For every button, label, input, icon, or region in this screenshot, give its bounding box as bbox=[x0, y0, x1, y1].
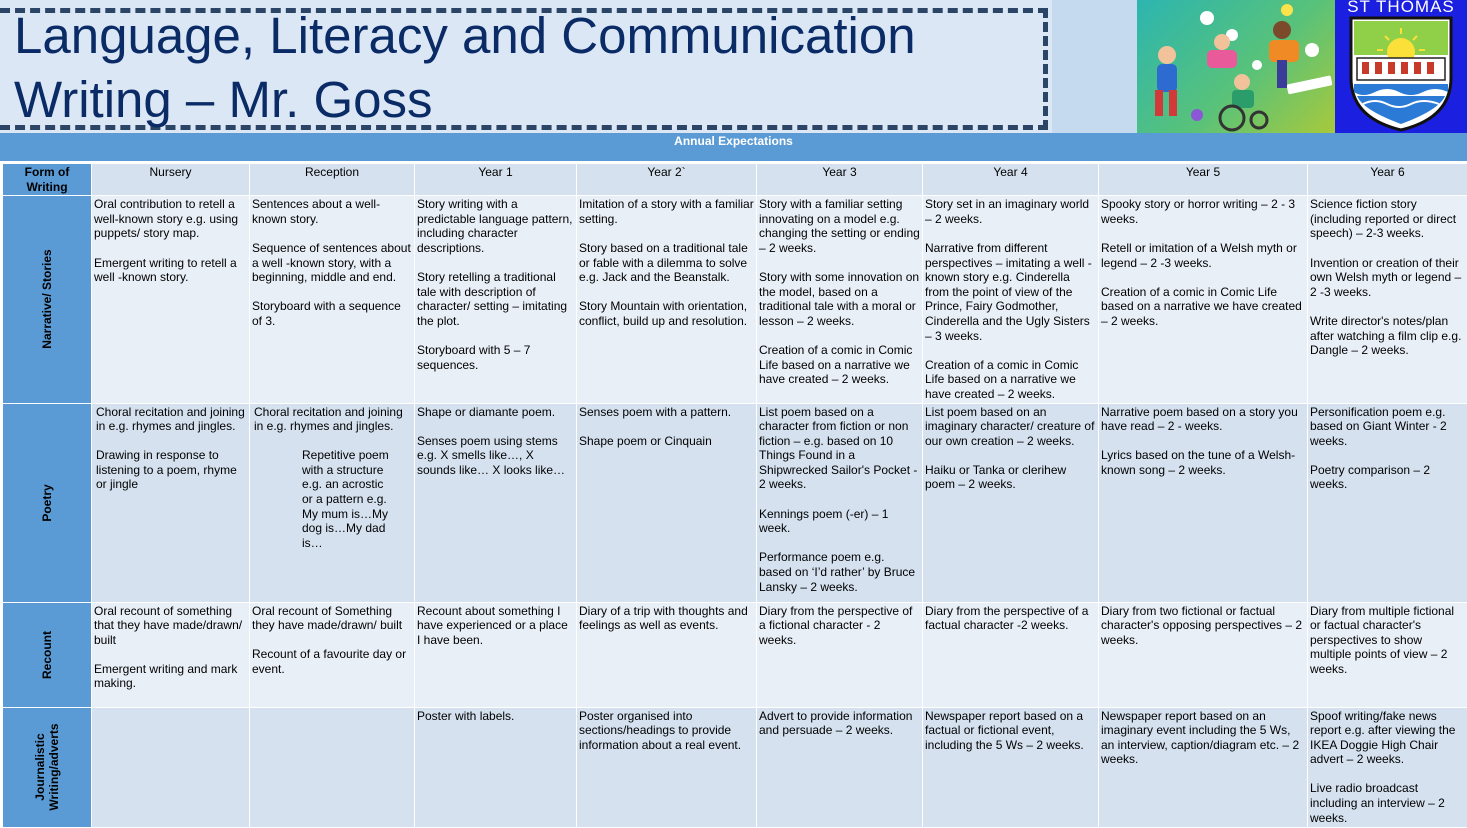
cell-text: Story set in an imaginary world – 2 weeks. bbox=[925, 197, 1096, 226]
children-learning-illustration bbox=[1137, 0, 1335, 135]
school-crest-icon bbox=[1335, 0, 1467, 135]
column-header: Year 1 bbox=[415, 164, 577, 196]
children-illustration-svg bbox=[1137, 0, 1335, 135]
table-cell bbox=[757, 602, 923, 707]
table-cell bbox=[250, 403, 415, 602]
cell-text: Story based on a traditional tale or fable with a dilemma to solve e.g. Jack and the Beanstalk. bbox=[579, 241, 754, 285]
table-cell bbox=[923, 196, 1099, 403]
cell-text: Poster with labels. bbox=[417, 709, 574, 724]
cell-text: Shape poem or Cinquain bbox=[579, 434, 754, 449]
cell-text: Recount of a favourite day or event. bbox=[252, 647, 412, 676]
cell-text: Narrative poem based on a story you have read – 2 - weeks. bbox=[1101, 405, 1305, 434]
cell-text: Recount about something I have experienced or a place I have been. bbox=[417, 604, 574, 648]
school-name: ST THOMAS bbox=[1335, 0, 1467, 17]
cell-text: List poem based on a character from fiction or non fiction – e.g. based on 10 Things Found in a Shipwrecked Sailor's Pocket - 2 weeks. bbox=[759, 405, 920, 493]
cell-text: Shape or diamante poem. bbox=[417, 405, 574, 420]
cell-text: Advert to provide information and persuade – 2 weeks. bbox=[759, 709, 920, 738]
cell-text: Poster organised into sections/headings to provide information about a real event. bbox=[579, 709, 754, 753]
column-header: Year 6 bbox=[1308, 164, 1467, 196]
row-label: Poetry bbox=[3, 403, 92, 602]
table-row-journalistic bbox=[3, 707, 1467, 827]
cell-text: Senses poem using stems e.g. X smells like…, X sounds like… X looks like… bbox=[417, 434, 574, 478]
table-cell bbox=[923, 403, 1099, 602]
cell-text: Diary from the perspective of a factual character -2 weeks. bbox=[925, 604, 1096, 633]
cell-text: Story with some innovation on the model, based on a traditional tale with a moral or lesson – 2 weeks. bbox=[759, 270, 920, 328]
cell-text: Oral recount of Something they have made/drawn/ built bbox=[252, 604, 412, 633]
cell-text: List poem based on an imaginary character/ creature of our own creation – 2 weeks. bbox=[925, 405, 1096, 449]
cell-text: Write director's notes/plan after watching a film clip e.g. Dangle – 2 weeks. bbox=[1310, 314, 1465, 358]
cell-text: Narrative from different perspectives – imitating a well -known story e.g. Cinderella from the point of view of the Prince, Fairy Godmother, Cinderella and the Ugly Sisters – 3 weeks. bbox=[925, 241, 1096, 343]
cell-text: Haiku or Tanka or clerihew poem – 2 weeks. bbox=[925, 463, 1096, 492]
cell-text: Story retelling a traditional tale with description of character/ setting – imitating the plot. bbox=[417, 270, 574, 328]
annual-expectations-banner: Annual Expectations bbox=[0, 133, 1467, 161]
table-cell bbox=[250, 602, 415, 707]
cell-text: Senses poem with a pattern. bbox=[579, 405, 754, 420]
cell-text: Emergent writing to retell a well -known story. bbox=[94, 256, 247, 285]
cell-text: Kennings poem (-er) – 1 week. bbox=[759, 507, 920, 536]
cell-text: Personification poem e.g. based on Giant Winter - 2 weeks. bbox=[1310, 405, 1465, 449]
column-header: Year 2` bbox=[577, 164, 757, 196]
cell-text: Creation of a comic in Comic Life based on a narrative we have created – 2 weeks. bbox=[759, 343, 920, 387]
table-cell bbox=[92, 196, 250, 403]
cell-text: Oral contribution to retell a well-known story e.g. using puppets/ story map. bbox=[94, 197, 247, 241]
table-cell bbox=[415, 196, 577, 403]
cell-text: Live radio broadcast including an interview – 2 weeks. bbox=[1310, 781, 1465, 825]
table-cell bbox=[250, 196, 415, 403]
table-cell bbox=[1099, 403, 1308, 602]
cell-text: Story with a familiar setting innovating on a model e.g. changing the setting or ending – 2 weeks. bbox=[759, 197, 920, 255]
table-cell bbox=[577, 602, 757, 707]
table-row-poetry bbox=[3, 403, 1467, 602]
column-header: Year 5 bbox=[1099, 164, 1308, 196]
cell-text: Emergent writing and mark making. bbox=[94, 662, 247, 691]
column-header: Nursery bbox=[92, 164, 250, 196]
cell-text: Story Mountain with orientation, conflict, build up and resolution. bbox=[579, 299, 754, 328]
table-cell bbox=[757, 196, 923, 403]
table-row-recount bbox=[3, 602, 1467, 707]
table-cell bbox=[92, 403, 250, 602]
table-cell bbox=[1308, 707, 1467, 827]
cell-text: Newspaper report based on a factual or fictional event, including the 5 Ws – 2 weeks. bbox=[925, 709, 1096, 753]
table-cell bbox=[923, 707, 1099, 827]
cell-text: Poetry comparison – 2 weeks. bbox=[1310, 463, 1465, 492]
table-cell bbox=[1308, 196, 1467, 403]
cell-text: Newspaper report based on an imaginary event including the 5 Ws, an interview, caption/diagram etc. – 2 weeks. bbox=[1101, 709, 1305, 767]
cell-text: Diary from multiple fictional or factual character's perspectives to show multiple points of view – 2 weeks. bbox=[1310, 604, 1465, 677]
cell-text: Sentences about a well-known story. bbox=[252, 197, 412, 226]
cell-text: Diary from two fictional or factual character's opposing perspectives – 2 weeks. bbox=[1101, 604, 1305, 648]
cell-text: Invention or creation of their own Welsh myth or legend – 2 -3 weeks. bbox=[1310, 256, 1465, 300]
cell-text: Spooky story or horror writing – 2 - 3 weeks. bbox=[1101, 197, 1305, 226]
cell-text: Storyboard with a sequence of 3. bbox=[252, 299, 412, 328]
cell-text: Drawing in response to listening to a poem, rhyme or jingle bbox=[94, 448, 247, 492]
table-cell bbox=[577, 707, 757, 827]
cell-text: Science fiction story (including reported or direct speech) – 2-3 weeks. bbox=[1310, 197, 1465, 241]
cell-text: Diary of a trip with thoughts and feelings as well as events. bbox=[579, 604, 754, 633]
cell-text: Spoof writing/fake news report e.g. after viewing the IKEA Doggie High Chair advert – 2 weeks. bbox=[1310, 709, 1465, 767]
table-cell bbox=[92, 602, 250, 707]
cell-text: Choral recitation and joining in e.g. rhymes and jingles. bbox=[94, 405, 247, 434]
cell-text: Performance poem e.g. based on ‘I’d rather’ by Bruce Lansky – 2 weeks. bbox=[759, 550, 920, 594]
table-cell bbox=[1308, 602, 1467, 707]
table-header-row bbox=[3, 164, 1467, 196]
column-header: Reception bbox=[250, 164, 415, 196]
cell-text: Choral recitation and joining in e.g. rhymes and jingles. bbox=[252, 405, 412, 434]
table-cell bbox=[923, 602, 1099, 707]
cell-text: Storyboard with 5 – 7 sequences. bbox=[417, 343, 574, 372]
table-cell bbox=[250, 707, 415, 827]
cell-text: Retell or imitation of a Welsh myth or legend – 2 -3 weeks. bbox=[1101, 241, 1305, 270]
table-cell bbox=[92, 707, 250, 827]
crest-svg bbox=[1335, 0, 1467, 135]
cell-text: Story writing with a predictable language pattern, including character descriptions. bbox=[417, 197, 574, 255]
table-cell bbox=[1099, 602, 1308, 707]
cell-text: Sequence of sentences about a well -known story, with a beginning, middle and end. bbox=[252, 241, 412, 285]
table-row-narrative bbox=[3, 196, 1467, 403]
row-label: Narrative/ Stories bbox=[3, 196, 92, 403]
table-cell bbox=[415, 707, 577, 827]
cell-text: Oral recount of something that they have made/drawn/ built bbox=[94, 604, 247, 648]
cell-text: Diary from the perspective of a fictional character - 2 weeks. bbox=[759, 604, 920, 648]
column-header: Year 4 bbox=[923, 164, 1099, 196]
cell-text: Imitation of a story with a familiar setting. bbox=[579, 197, 754, 226]
table-cell bbox=[757, 707, 923, 827]
table-cell bbox=[415, 602, 577, 707]
row-label: Journalistic Writing/adverts bbox=[3, 707, 92, 827]
page-title bbox=[14, 4, 916, 132]
title-line-1: Language, Literacy and Communication bbox=[14, 4, 916, 68]
table-cell bbox=[577, 196, 757, 403]
column-header: Year 3 bbox=[757, 164, 923, 196]
cell-text: Repetitive poem with a structure e.g. an acrostic or a pattern e.g. My mum is…My dog is…My dad is… bbox=[252, 448, 412, 550]
corner-header: Form of Writing bbox=[3, 164, 92, 196]
title-side-panel bbox=[1052, 0, 1138, 135]
cell-text: Creation of a comic in Comic Life based on a narrative we have created – 2 weeks. bbox=[925, 358, 1096, 402]
cell-text: Creation of a comic in Comic Life based on a narrative we have created – 2 weeks. bbox=[1101, 285, 1305, 329]
table-cell bbox=[415, 403, 577, 602]
title-line-2: Writing – Mr. Goss bbox=[14, 68, 916, 132]
row-label: Recount bbox=[3, 602, 92, 707]
table-cell bbox=[577, 403, 757, 602]
writing-expectations-table bbox=[2, 163, 1467, 828]
table-cell bbox=[1099, 707, 1308, 827]
table-cell bbox=[757, 403, 923, 602]
table-cell bbox=[1099, 196, 1308, 403]
cell-text: Lyrics based on the tune of a Welsh-known song – 2 weeks. bbox=[1101, 448, 1305, 477]
table-cell bbox=[1308, 403, 1467, 602]
